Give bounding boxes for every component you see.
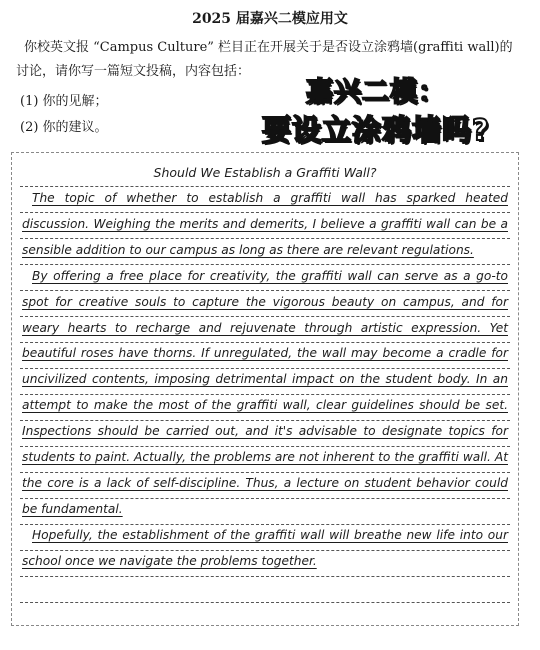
essay-paragraph-3: Hopefully, the establishment of the graffiti wall will breathe new life into our school once we navigate the problems together. bbox=[22, 527, 508, 568]
requirement-2: (2) 你的建议。 bbox=[20, 120, 108, 135]
essay-paragraph-2: By offering a free place for creativity, the graffiti wall can serve as a go-to spot for creative souls to capture the vigorous beauty on campus, and for weary hearts to recharge and rejuvenate through artistic expression. Yet beautiful roses have thorns. If unregulated, the wall may become a cradle for uncivilized contents, imposing detrimental impact on the student body. In an attempt to make the most of the graffiti wall, clear guidelines should be set. Inspections should be carried out, and it's advisable to designate topics for students to paint. Actually, the problems are not inherent to the graffiti wall. At the core is a lack of self-discipline. Thus, a lecture on student behavior could be fundamental. bbox=[22, 268, 508, 516]
sticker-title-line1: 嘉兴二模： bbox=[306, 77, 446, 108]
requirement-1: (1) 你的见解； bbox=[20, 94, 108, 109]
essay-paragraph-1: The topic of whether to establish a graffiti wall has sparked heated discussion. Weighing the merits and demerits, I believe a graffiti wall can be a sensible addition to our campus as long as there are relevant regulations. bbox=[22, 191, 508, 257]
prompt-text: 你校英文报 “Campus Culture” 栏目正在开展关于是否设立涂鸦墙(graffiti wall)的讨论，请你写一篇短文投稿，内容包括： bbox=[16, 40, 513, 79]
ruled-line bbox=[20, 577, 510, 603]
essay bbox=[22, 160, 508, 575]
essay-title: Should We Establish a Graffiti Wall? bbox=[153, 165, 377, 180]
page-title: 2025 届嘉兴二模应用文 bbox=[192, 11, 348, 27]
sticker-title-line2: 要设立涂鸦墙吗? bbox=[262, 113, 490, 147]
